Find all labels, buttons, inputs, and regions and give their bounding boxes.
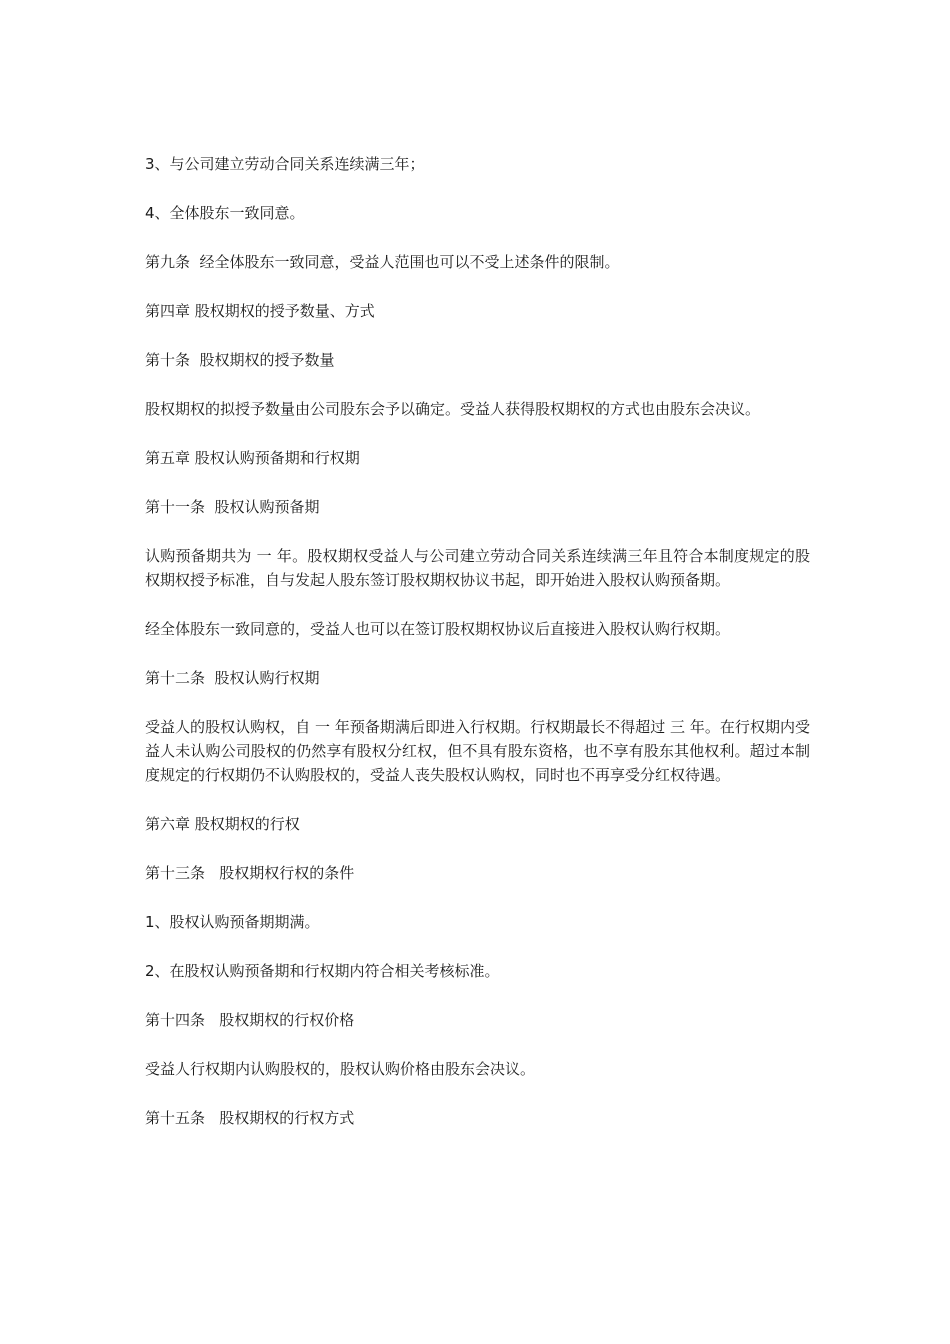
list-item-condition-3: 3、与公司建立劳动合同关系连续满三年； bbox=[145, 155, 425, 173]
article-15-heading: 第十五条 股权期权的行权方式 bbox=[145, 1109, 355, 1127]
article-10-heading: 第十条 股权期权的授予数量 bbox=[145, 351, 335, 369]
article-11-heading: 第十一条 股权认购预备期 bbox=[145, 498, 320, 516]
article-10-body: 股权期权的拟授予数量由公司股东会予以确定。受益人获得股权期权的方式也由股东会决议。 bbox=[145, 400, 761, 418]
list-item-exercise-condition-1: 1、股权认购预备期期满。 bbox=[145, 913, 320, 931]
list-item-condition-4: 4、全体股东一致同意。 bbox=[145, 204, 305, 222]
article-13-heading: 第十三条 股权期权行权的条件 bbox=[145, 864, 355, 882]
article-11-body: 认购预备期共为 一 年。股权期权受益人与公司建立劳动合同关系连续满三年且符合本制度规定的股权期权授予标准，自与发起人股东签订股权期权协议书起，即开始进入股权认购预备期。 bbox=[145, 547, 810, 589]
article-9: 第九条 经全体股东一致同意，受益人范围也可以不受上述条件的限制。 bbox=[145, 253, 620, 271]
list-item-exercise-condition-2: 2、在股权认购预备期和行权期内符合相关考核标准。 bbox=[145, 962, 500, 980]
chapter-6-heading: 第六章 股权期权的行权 bbox=[145, 815, 300, 833]
article-14-body: 受益人行权期内认购股权的，股权认购价格由股东会决议。 bbox=[145, 1060, 536, 1078]
chapter-5-heading: 第五章 股权认购预备期和行权期 bbox=[145, 449, 360, 467]
document-body bbox=[145, 152, 810, 1130]
article-12-body: 受益人的股权认购权，自 一 年预备期满后即进入行权期。行权期最长不得超过 三 年。在行权期内受益人未认购公司股权的仍然享有股权分红权，但不具有股东资格，也不享有股东其他权利。超过本制度规定的行权期仍不认购股权的，受益人丧失股权认购权，同时也不再享受分红权待遇。 bbox=[145, 718, 810, 784]
article-11-body-2: 经全体股东一致同意的，受益人也可以在签订股权期权协议后直接进入股权认购行权期。 bbox=[145, 620, 731, 638]
article-12-heading: 第十二条 股权认购行权期 bbox=[145, 669, 320, 687]
chapter-4-heading: 第四章 股权期权的授予数量、方式 bbox=[145, 302, 375, 320]
article-14-heading: 第十四条 股权期权的行权价格 bbox=[145, 1011, 355, 1029]
